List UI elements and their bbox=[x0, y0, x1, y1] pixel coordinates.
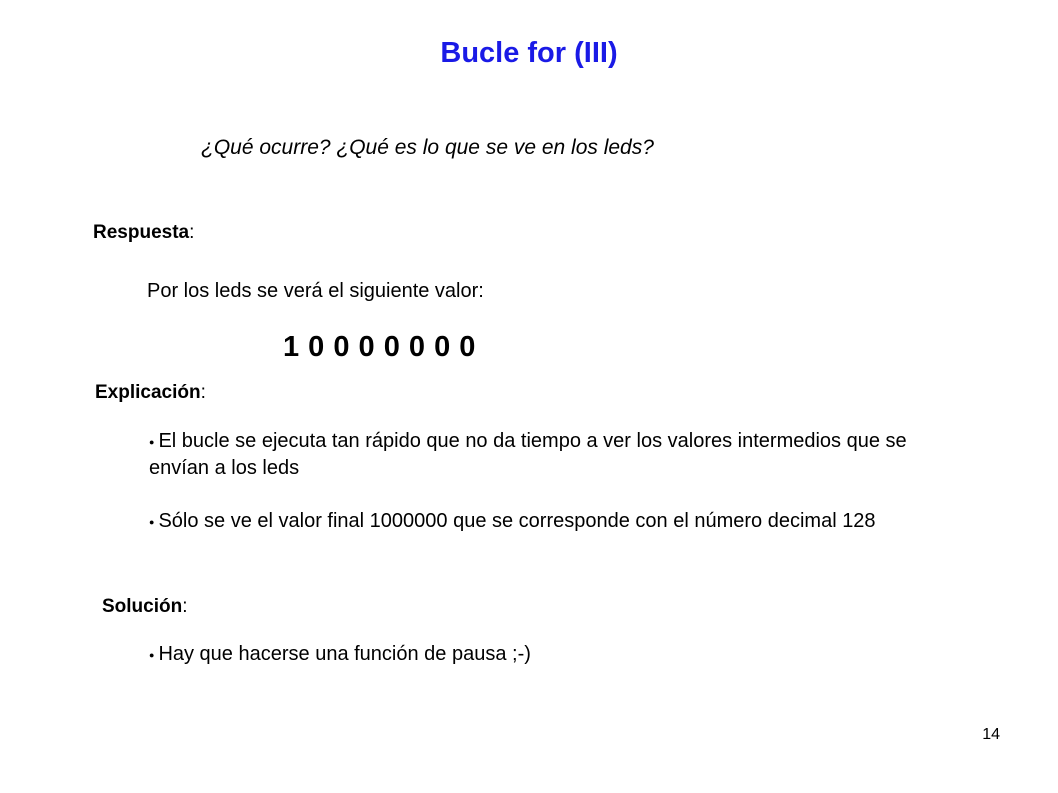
respuesta-colon: : bbox=[189, 222, 195, 243]
question-text: ¿Qué ocurre? ¿Qué es lo que se ve en los leds? bbox=[201, 136, 654, 159]
page-number: 14 bbox=[982, 726, 1000, 743]
solucion-bullet-text: Hay que hacerse una función de pausa ;-) bbox=[158, 643, 531, 665]
explicacion-heading bbox=[95, 382, 206, 404]
bullet-icon: ● bbox=[149, 436, 155, 447]
respuesta-label: Respuesta bbox=[93, 222, 190, 243]
slide-title: Bucle for (III) bbox=[440, 37, 618, 69]
explicacion-bullet-1 bbox=[149, 428, 919, 481]
respuesta-heading bbox=[93, 222, 194, 244]
solucion-label: Solución bbox=[102, 596, 183, 617]
explicacion-bullet-2 bbox=[149, 508, 919, 535]
solucion-colon: : bbox=[182, 596, 188, 617]
led-value: 1 0 0 0 0 0 0 0 bbox=[283, 331, 476, 363]
explicacion-bullet-text: El bucle se ejecuta tan rápido que no da tiempo a ver los valores intermedios que se envían a los leds bbox=[149, 430, 907, 479]
explicacion-bullet-text: Sólo se ve el valor final 1000000 que se corresponde con el número decimal 128 bbox=[158, 510, 876, 532]
explicacion-label: Explicación bbox=[95, 382, 201, 403]
solucion-heading bbox=[102, 596, 188, 618]
respuesta-text: Por los leds se verá el siguiente valor: bbox=[147, 280, 484, 302]
bullet-icon: ● bbox=[149, 649, 155, 660]
bullet-icon: ● bbox=[149, 516, 155, 527]
explicacion-colon: : bbox=[200, 382, 206, 403]
solucion-bullet-1 bbox=[149, 641, 919, 668]
